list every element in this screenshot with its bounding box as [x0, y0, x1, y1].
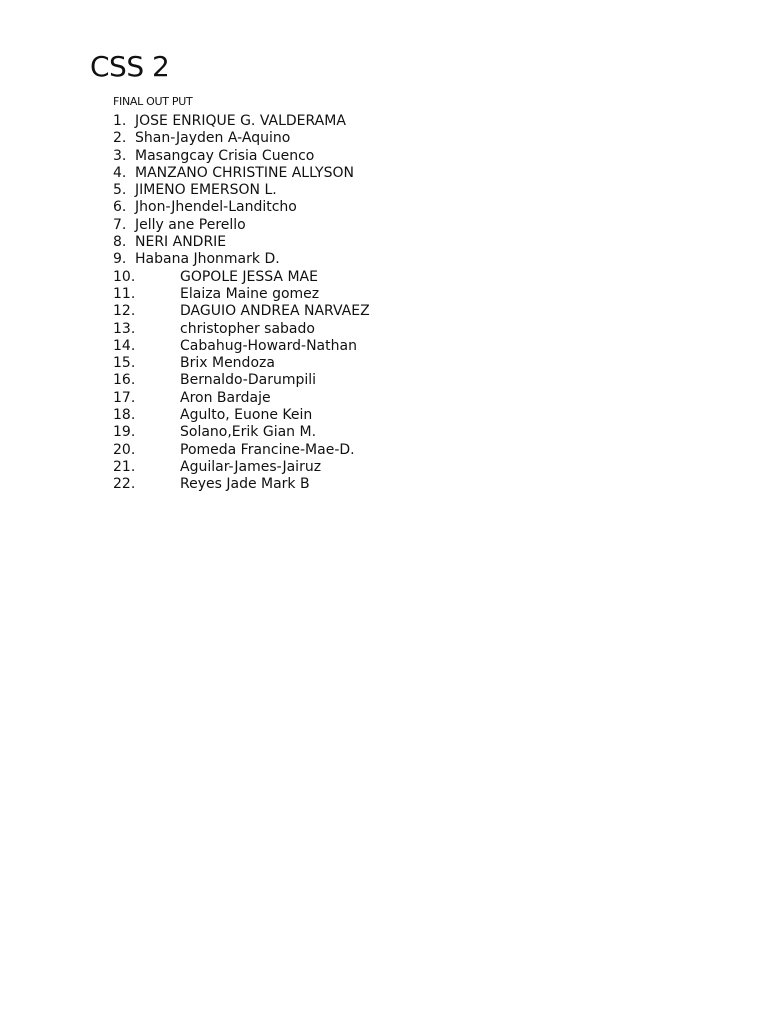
- list-item: [113, 130, 370, 147]
- list-item: [113, 303, 370, 320]
- item-number: 1.: [113, 113, 127, 129]
- item-number: 18.: [113, 407, 136, 424]
- list-item: [113, 217, 370, 234]
- list-item: [113, 234, 370, 251]
- list-item: [113, 182, 370, 199]
- item-name: NERI ANDRIE: [135, 234, 227, 251]
- item-number: 14.: [113, 337, 136, 354]
- document-subtitle: FINAL OUT PUT: [113, 95, 193, 108]
- list-item: [113, 269, 370, 286]
- item-number: 19.: [113, 424, 136, 441]
- list-item: [113, 390, 370, 407]
- list-item: [113, 355, 370, 372]
- item-number: 21.: [113, 458, 136, 475]
- item-number: 4.: [113, 164, 127, 181]
- item-number: 20.: [113, 441, 136, 458]
- item-number: 5.: [113, 182, 127, 199]
- item-name: Masangcay Crisia Cuenco: [135, 147, 315, 164]
- item-name: Jhon-Jhendel-Landitcho: [135, 199, 297, 216]
- list-item: [113, 407, 370, 424]
- name-list: [113, 113, 370, 494]
- item-name: Solano,Erik Gian M.: [180, 424, 317, 441]
- list-item: [113, 338, 370, 355]
- list-item: [113, 459, 370, 476]
- item-name: Reyes Jade Mark B: [180, 476, 310, 493]
- item-name: Habana Jhonmark D.: [135, 251, 280, 268]
- item-number: 15.: [113, 355, 136, 372]
- item-name: Cabahug-Howard-Nathan: [180, 337, 357, 354]
- list-item: [113, 251, 370, 268]
- list-item: [113, 148, 370, 165]
- item-number: 16.: [113, 372, 136, 389]
- item-number: 17.: [113, 389, 136, 406]
- item-name: christopher sabado: [180, 320, 315, 337]
- list-item: [113, 321, 370, 338]
- item-number: 3.: [113, 147, 127, 164]
- item-name: Jelly ane Perello: [135, 216, 246, 233]
- item-number: 11.: [113, 285, 136, 302]
- item-number: 8.: [113, 234, 127, 251]
- item-name: Agulto, Euone Kein: [180, 407, 313, 424]
- list-item: [113, 372, 370, 389]
- document-title: CSS 2: [90, 50, 170, 83]
- item-name: MANZANO CHRISTINE ALLYSON: [135, 164, 354, 181]
- item-number: 22.: [113, 476, 136, 493]
- item-number: 10.: [113, 268, 136, 285]
- list-item: [113, 476, 370, 493]
- item-name: Aron Bardaje: [180, 389, 271, 406]
- item-number: 6.: [113, 199, 127, 216]
- item-name: DAGUIO ANDREA NARVAEZ: [180, 303, 370, 320]
- item-name: GOPOLE JESSA MAE: [180, 268, 318, 285]
- item-number: 9.: [113, 251, 127, 268]
- item-name: Shan-Jayden A-Aquino: [135, 130, 291, 147]
- item-number: 12.: [113, 303, 136, 320]
- item-name: JOSE ENRIQUE G. VALDERAMA: [135, 113, 346, 129]
- item-number: 7.: [113, 216, 127, 233]
- item-name: Bernaldo-Darumpili: [180, 372, 317, 389]
- item-name: Brix Mendoza: [180, 355, 275, 372]
- item-name: JIMENO EMERSON L.: [135, 182, 277, 199]
- item-number: 13.: [113, 320, 136, 337]
- list-item: [113, 442, 370, 459]
- item-number: 2.: [113, 130, 127, 147]
- list-item: [113, 286, 370, 303]
- list-item: [113, 199, 370, 216]
- list-item: [113, 165, 370, 182]
- item-name: Elaiza Maine gomez: [180, 285, 320, 302]
- list-item: [113, 113, 370, 130]
- item-name: Aguilar-James-Jairuz: [180, 458, 322, 475]
- item-name: Pomeda Francine-Mae-D.: [180, 441, 355, 458]
- list-item: [113, 424, 370, 441]
